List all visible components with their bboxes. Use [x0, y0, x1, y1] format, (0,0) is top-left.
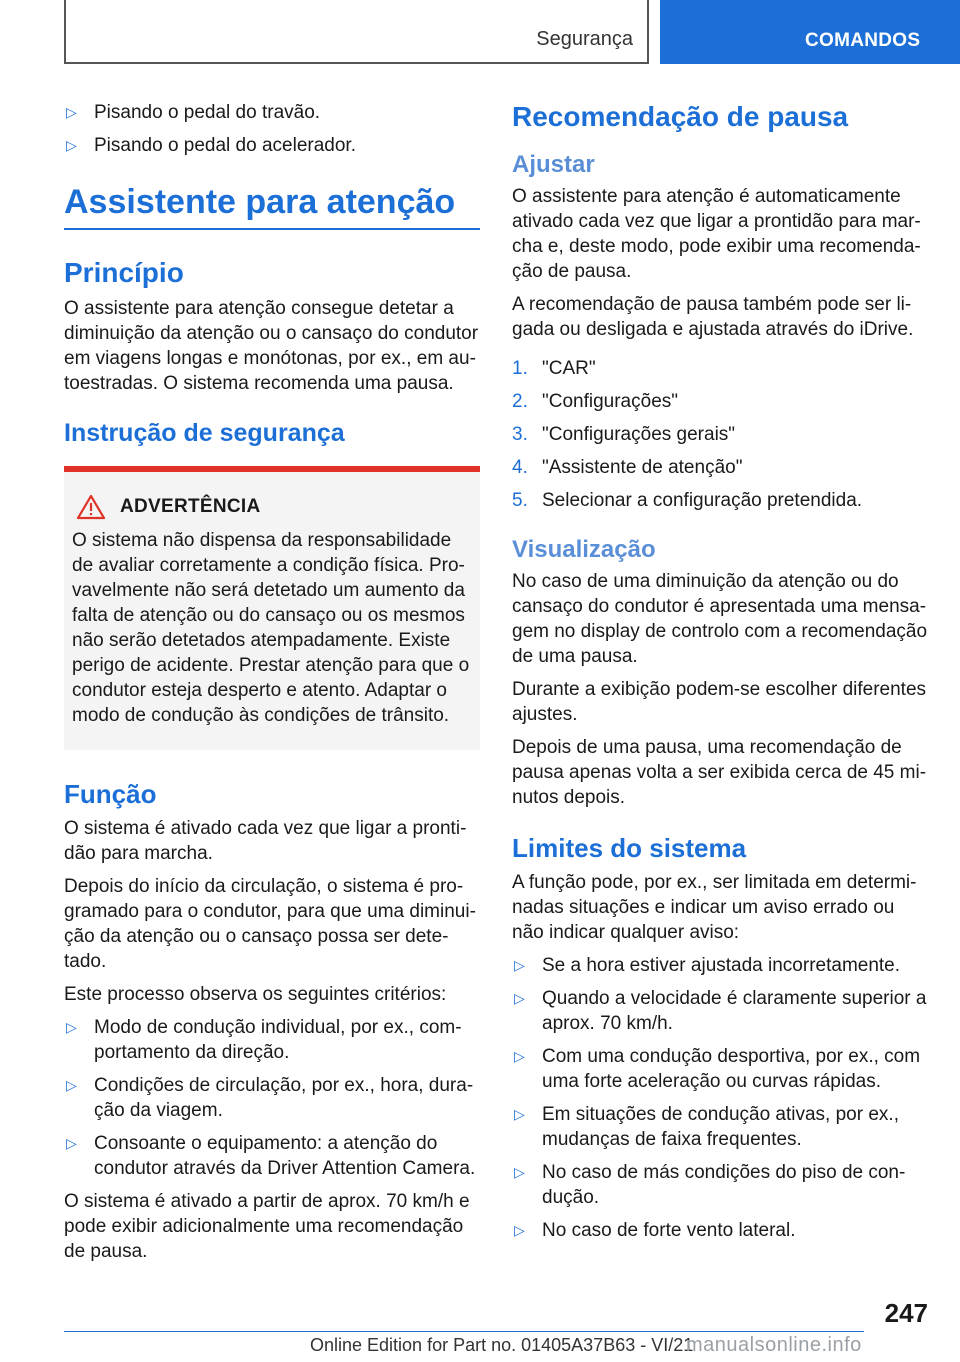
edition-text: Online Edition for Part no. 01405A37B63 - VI/21: [310, 1335, 694, 1355]
watermark: manualsonline.info: [686, 1334, 862, 1356]
triangle-bullet-icon: ▷: [514, 990, 525, 1006]
chapter-title: COMANDOS: [805, 30, 921, 51]
warning-triangle-icon: [76, 494, 106, 520]
list-item: ▷ No caso de forte vento lateral.: [514, 1220, 796, 1241]
function-paragraph: O sistema é ativado a partir de aprox. 70 km/h e pode exibir adicionalmente uma recomendação de pausa.: [64, 1191, 470, 1262]
list-item: ▷ Quando a velocidade é claramente superior a aprox. 70 km/h.: [514, 988, 927, 1034]
adjust-paragraph: A recomendação de pausa também pode ser ligada ou desligada e ajustada através do iDrive.: [512, 294, 914, 340]
triangle-bullet-icon: ▷: [66, 104, 77, 120]
function-paragraph: Depois do início da circulação, o sistema é programado para o condutor, para que uma diminuição da atenção ou o cansaço possa ser detetado.: [64, 876, 476, 972]
display-paragraph: Depois de uma pausa, uma recomendação de pausa apenas volta a ser exibida cerca de 45 minutos depois.: [512, 737, 927, 808]
triangle-bullet-icon: ▷: [514, 1164, 525, 1180]
triangle-bullet-icon: ▷: [514, 957, 525, 973]
list-item: ▷ Modo de condução individual, por ex., comportamento da direção.: [66, 1017, 462, 1063]
header-frame: [64, 0, 649, 64]
triangle-bullet-icon: ▷: [514, 1222, 525, 1238]
triangle-bullet-icon: ▷: [66, 1019, 77, 1035]
adjust-paragraph: O assistente para atenção é automaticamente ativado cada vez que ligar a prontidão para marcha e, deste modo, pode exibir uma recomendação de pausa.: [512, 186, 921, 282]
triangle-bullet-icon: ▷: [66, 1077, 77, 1093]
warning-text: O sistema não dispensa da responsabilidade de avaliar corretamente a condição física. Provavelmente não será detetado um aumento da falta de atenção ou do cansaço ou os mesmos não serão detetados atempadamente. Existe perigo de acidente. Prestar atenção para que o condutor esteja desperto e atento. Adaptar o modo de condução às condições de trânsito.: [72, 530, 470, 726]
triangle-bullet-icon: ▷: [66, 1135, 77, 1151]
principle-text: O assistente para atenção consegue detetar a diminuição da atenção ou o cansaço do condutor em viagens longas e monótonas, por ex., em autoestradas. O sistema recomenda uma pausa.: [64, 298, 479, 394]
safety-heading: Instrução de segurança: [64, 419, 345, 447]
chapter-tab[interactable]: [660, 0, 960, 64]
list-item: ▷ No caso de más condições do piso de condução.: [514, 1162, 906, 1208]
display-paragraph: Durante a exibição podem-se escolher diferentes ajustes.: [512, 679, 927, 725]
step-item: 4. "Assistente de atenção": [512, 457, 743, 478]
list-item: ▷ Com uma condução desportiva, por ex., com uma forte aceleração ou curvas rápidas.: [514, 1046, 921, 1092]
warning-box: [64, 466, 480, 750]
footer-divider: [64, 1331, 864, 1332]
page-number: 247: [884, 1298, 928, 1328]
adjust-heading: Ajustar: [512, 151, 595, 178]
triangle-bullet-icon: ▷: [514, 1106, 525, 1122]
pause-heading: Recomendação de pausa: [512, 101, 849, 132]
step-item: 3. "Configurações gerais": [512, 424, 736, 445]
limits-paragraph: A função pode, por ex., ser limitada em determinadas situações e indicar um aviso errado ou não indicar qualquer aviso:: [512, 872, 917, 943]
triangle-bullet-icon: ▷: [514, 1048, 525, 1064]
step-item: 2. "Configurações": [512, 391, 679, 412]
function-paragraph: O sistema é ativado cada vez que ligar a prontidão para marcha.: [64, 818, 467, 864]
limits-heading: Limites do sistema: [512, 833, 747, 863]
display-heading: Visualização: [512, 536, 656, 563]
warning-header: [72, 494, 472, 520]
left-column: [64, 100, 480, 1272]
list-item: ▷ Consoante o equipamento: a atenção do condutor através da Driver Attention Camera.: [66, 1133, 476, 1179]
warning-title: ADVERTÊNCIA: [120, 496, 261, 517]
list-item: ▷ Em situações de condução ativas, por ex., mudanças de faixa frequentes.: [514, 1104, 899, 1150]
list-item: ▷ Condições de circulação, por ex., hora, duração da viagem.: [66, 1075, 474, 1121]
list-item: ▷ Pisando o pedal do acelerador.: [66, 135, 356, 156]
function-heading: Função: [64, 779, 157, 809]
list-item: ▷ Pisando o pedal do travão.: [66, 102, 321, 123]
right-column: [512, 100, 928, 1251]
step-item: 5. Selecionar a configuração pretendida.: [512, 490, 863, 511]
function-paragraph: Este processo observa os seguintes critérios:: [64, 984, 447, 1005]
display-paragraph: No caso de uma diminuição da atenção ou do cansaço do condutor é apresentada uma mensagem no display de controlo com a recomendação de uma pausa.: [512, 571, 928, 667]
triangle-bullet-icon: ▷: [66, 137, 77, 153]
step-item: 1. "CAR": [512, 358, 596, 379]
list-item: ▷ Se a hora estiver ajustada incorretamente.: [514, 955, 901, 976]
principle-heading: Princípio: [64, 257, 184, 288]
section-title: Segurança: [536, 28, 633, 50]
page-title: Assistente para atenção: [64, 182, 480, 230]
